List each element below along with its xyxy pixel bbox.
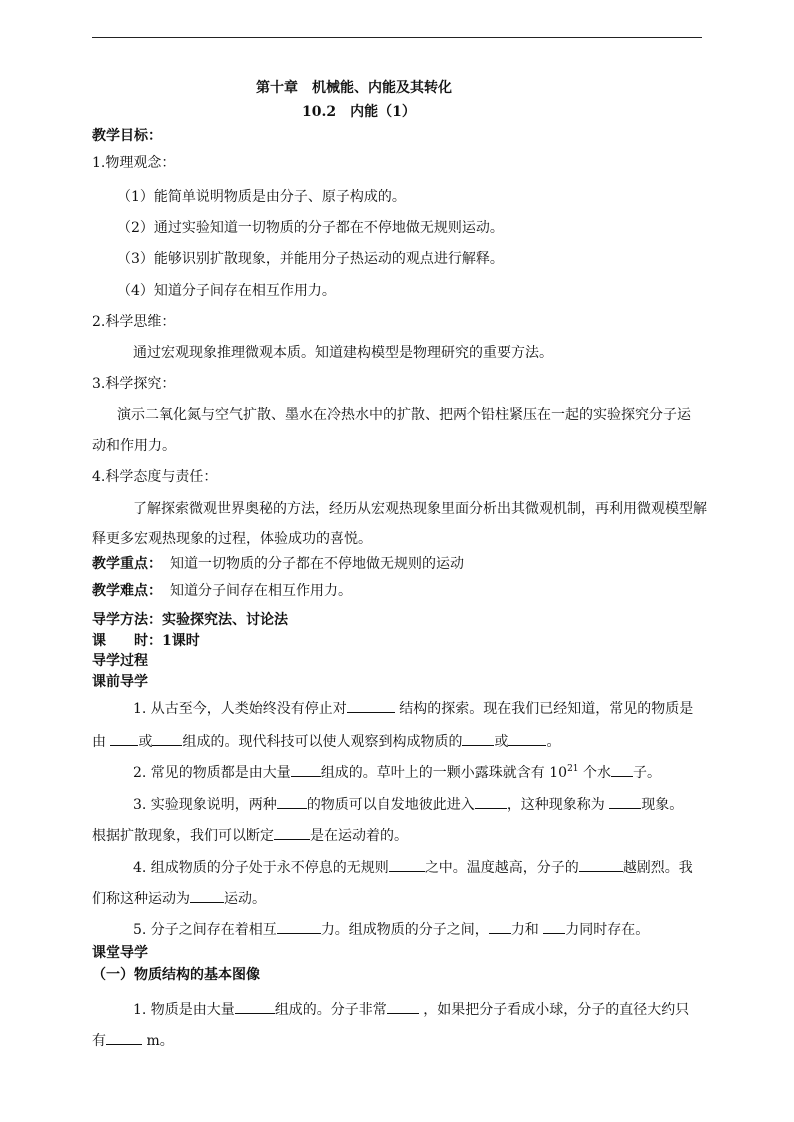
answer-blank[interactable]	[489, 920, 511, 934]
key-point-label: 教学重点：	[92, 556, 162, 572]
answer-blank[interactable]	[462, 732, 494, 746]
science-inquiry-text: 动和作用力。	[92, 438, 176, 454]
section-title: 10.2 内能（1）	[302, 104, 416, 120]
pre-class-question-3	[133, 795, 683, 814]
question-text: 4. 组成物质的分子处于永不停息的无规则	[133, 860, 389, 876]
objective-item: （1）能简单说明物质是由分子、原子构成的。	[117, 189, 406, 205]
question-text: 运动。	[224, 891, 266, 907]
method: 导学方法：实验探究法、讨论法	[92, 612, 288, 628]
question-text: 组成的。草叶上的一颗小露珠就含有 10	[320, 765, 568, 781]
objective-item: （4）知道分子间存在相互作用力。	[117, 283, 336, 299]
question-text: 1. 物质是由大量	[133, 1002, 235, 1018]
pre-class-question-3-cont	[92, 826, 408, 845]
pre-class-question-4-cont	[92, 889, 266, 908]
question-text: 力同时存在。	[565, 922, 650, 938]
answer-blank[interactable]	[190, 889, 224, 903]
question-text: 5. 分子之间存在着相互	[133, 922, 277, 938]
answer-blank[interactable]	[277, 920, 321, 934]
question-text: 子。	[632, 765, 661, 781]
question-text: 的物质可以自发地彼此进入	[306, 797, 475, 813]
answer-blank[interactable]	[387, 1000, 419, 1014]
question-text: 力。组成物质的分子之间，	[320, 922, 489, 938]
in-class-subheading: （一）物质结构的基本图像	[92, 967, 260, 983]
answer-blank[interactable]	[609, 795, 641, 809]
objective-item: （2）通过实验知道一切物质的分子都在不停地做无规则运动。	[117, 220, 504, 236]
question-text: 根据扩散现象，我们可以断定	[92, 828, 274, 844]
pre-class-question-1-cont	[92, 732, 560, 751]
question-text: 有	[92, 1033, 106, 1049]
pre-class-question-5	[133, 920, 649, 939]
question-text: 结构的探索。现在我们已经知道，常见的物质是	[394, 701, 694, 717]
answer-blank[interactable]	[475, 795, 507, 809]
question-text: 是在运动着的。	[310, 828, 408, 844]
question-text: 或	[138, 734, 153, 750]
period-label: 课 时：	[92, 633, 162, 649]
question-text: 1. 从古至今，人类始终没有停止对	[133, 701, 347, 717]
question-text: 之中。温度越高，分子的	[424, 860, 579, 876]
question-text: 力和	[510, 922, 544, 938]
answer-blank[interactable]	[291, 763, 321, 777]
question-text: 或	[494, 734, 509, 750]
question-text: 们称这种运动为	[92, 891, 190, 907]
key-point	[92, 555, 464, 573]
difficulty-text: 知道分子间存在相互作用力。	[170, 583, 352, 599]
period	[92, 632, 200, 650]
process-heading: 导学过程	[92, 653, 148, 669]
header-rule	[92, 37, 702, 38]
answer-blank[interactable]	[235, 1000, 275, 1014]
answer-blank[interactable]	[543, 920, 565, 934]
question-text: 。	[546, 734, 561, 750]
difficulty-label: 教学难点：	[92, 583, 162, 599]
answer-blank[interactable]	[389, 858, 425, 872]
attitude-text: 释更多宏观热现象的过程，体验成功的喜悦。	[92, 531, 372, 547]
question-text: 3. 实验现象说明，两种	[133, 797, 277, 813]
key-point-text: 知道一切物质的分子都在不停地做无规则的运动	[170, 556, 464, 572]
question-text: 越剧烈。我	[622, 860, 693, 876]
pre-class-question-4	[133, 858, 693, 877]
science-inquiry-text: 演示二氧化氮与空气扩散、墨水在冷热水中的扩散、把两个铅柱紧压在一起的实验探究分子运	[117, 407, 691, 423]
question-text: m。	[142, 1033, 174, 1049]
answer-blank[interactable]	[110, 732, 138, 746]
answer-blank[interactable]	[347, 699, 395, 713]
question-text: 由	[92, 734, 111, 750]
difficulty	[92, 582, 352, 600]
answer-blank[interactable]	[579, 858, 623, 872]
answer-blank[interactable]	[106, 1031, 142, 1045]
attitude-text: 了解探索微观世界奥秘的方法，经历从宏观热现象里面分析出其微观机制，再利用微观模型解	[133, 501, 707, 517]
period-value: 1课时	[162, 633, 200, 649]
answer-blank[interactable]	[274, 826, 310, 840]
question-text: 组成的。现代科技可以使人观察到构成物质的	[182, 734, 463, 750]
in-class-question-1	[133, 1000, 689, 1019]
exponent: 21	[567, 764, 579, 774]
answer-blank[interactable]	[611, 763, 633, 777]
attitude-label: 4.科学态度与责任：	[92, 469, 218, 485]
science-thinking-label: 2.科学思维：	[92, 314, 176, 330]
answer-blank[interactable]	[152, 732, 182, 746]
in-class-question-1-cont	[92, 1031, 174, 1050]
chapter-title: 第十章 机械能、内能及其转化	[256, 80, 452, 96]
question-text: 2. 常见的物质都是由大量	[133, 765, 291, 781]
question-text: 组成的。分子非常	[274, 1002, 387, 1018]
physics-concept-label: 1.物理观念：	[92, 155, 176, 171]
question-text: 现象。	[641, 797, 684, 813]
pre-class-question-1	[133, 699, 693, 718]
pre-class-heading: 课前导学	[92, 674, 148, 690]
pre-class-question-2	[133, 763, 661, 782]
science-inquiry-label: 3.科学探究：	[92, 376, 176, 392]
in-class-heading: 课堂导学	[92, 945, 148, 961]
objectives-heading: 教学目标：	[92, 128, 162, 144]
question-text: 个水	[578, 765, 611, 781]
question-text: ，这种现象称为	[506, 797, 610, 813]
science-thinking-text: 通过宏观现象推理微观本质。知道建构模型是物理研究的重要方法。	[133, 345, 553, 361]
question-text: ，如果把分子看成小球，分子的直径大约只	[418, 1002, 690, 1018]
answer-blank[interactable]	[508, 732, 546, 746]
answer-blank[interactable]	[277, 795, 307, 809]
objective-item: （3）能够识别扩散现象，并能用分子热运动的观点进行解释。	[117, 251, 504, 267]
